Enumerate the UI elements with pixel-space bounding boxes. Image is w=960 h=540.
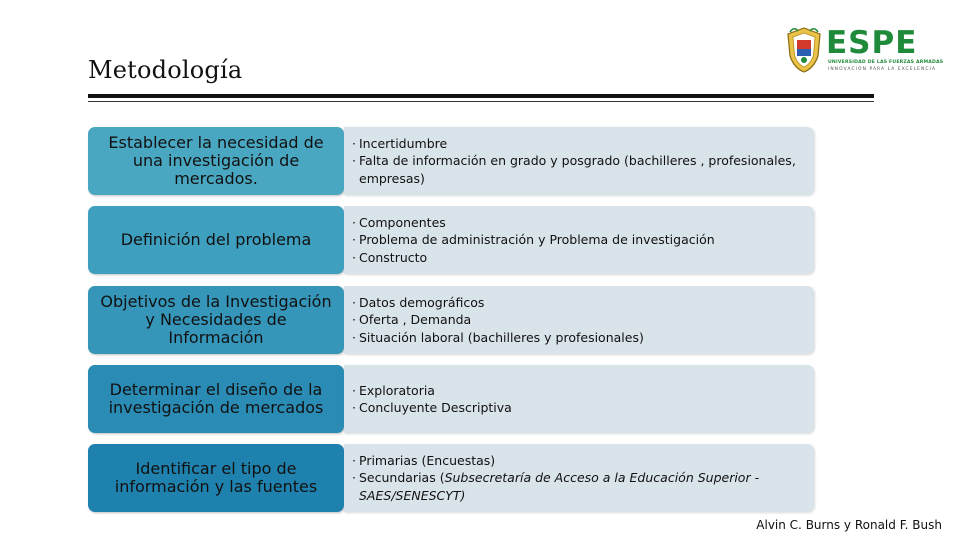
step-label: Definición del problema <box>120 230 312 249</box>
step-label: Establecer la necesidad de una investigación de mercados. <box>108 133 324 188</box>
process-row <box>88 206 814 274</box>
details-box <box>344 206 814 274</box>
espe-logo <box>784 25 944 76</box>
espe-subtitle: UNIVERSIDAD DE LAS FUERZAS ARMADAS <box>828 60 944 65</box>
university-seal-icon <box>784 26 824 74</box>
detail-item: · Incertidumbre <box>352 135 802 153</box>
detail-italic-source: Subsecretaría de Acceso a la Educación Superior - SAES/SENESCYT) <box>359 470 760 503</box>
detail-item: · Falta de información en grado y posgrado (bachilleres , profesionales, empresas) <box>352 152 802 187</box>
detail-item: · Primarias (Encuestas) <box>352 452 802 470</box>
author-credit: Alvin C. Burns y Ronald F. Bush <box>756 518 942 532</box>
process-row <box>88 444 814 512</box>
detail-item: · Situación laboral (bachilleres y profesionales) <box>352 329 802 347</box>
details-box <box>344 127 814 195</box>
detail-item: · Constructo <box>352 249 802 267</box>
details-box <box>344 365 814 433</box>
title-rule-thin <box>88 101 874 102</box>
espe-wordmark: ESPE <box>826 25 918 61</box>
detail-item <box>352 469 802 504</box>
detail-item: · Datos demográficos <box>352 294 802 312</box>
step-box <box>88 365 344 433</box>
step-box <box>88 444 344 512</box>
espe-tagline: INNOVACIÓN PARA LA EXCELENCIA <box>828 67 937 72</box>
page-title: Metodología <box>88 56 243 84</box>
process-row <box>88 365 814 433</box>
step-box <box>88 286 344 354</box>
details-box <box>344 444 814 512</box>
title-rule-thick <box>88 94 874 98</box>
step-label: Determinar el diseño de la investigación de mercados <box>108 380 324 417</box>
detail-item: · Oferta , Demanda <box>352 311 802 329</box>
step-label: Identificar el tipo de información y las fuentes <box>114 459 318 496</box>
process-row <box>88 286 814 354</box>
detail-item: · Exploratoria <box>352 382 802 400</box>
step-box <box>88 206 344 274</box>
detail-item: · Problema de administración y Problema de investigación <box>352 231 802 249</box>
detail-item: · Concluyente Descriptiva <box>352 399 802 417</box>
detail-item: · Componentes <box>352 214 802 232</box>
step-box <box>88 127 344 195</box>
details-box <box>344 286 814 354</box>
process-row <box>88 127 814 195</box>
detail-prefix: Secundarias ( <box>359 470 445 486</box>
step-label: Objetivos de la Investigación y Necesidades de Información <box>100 292 332 347</box>
